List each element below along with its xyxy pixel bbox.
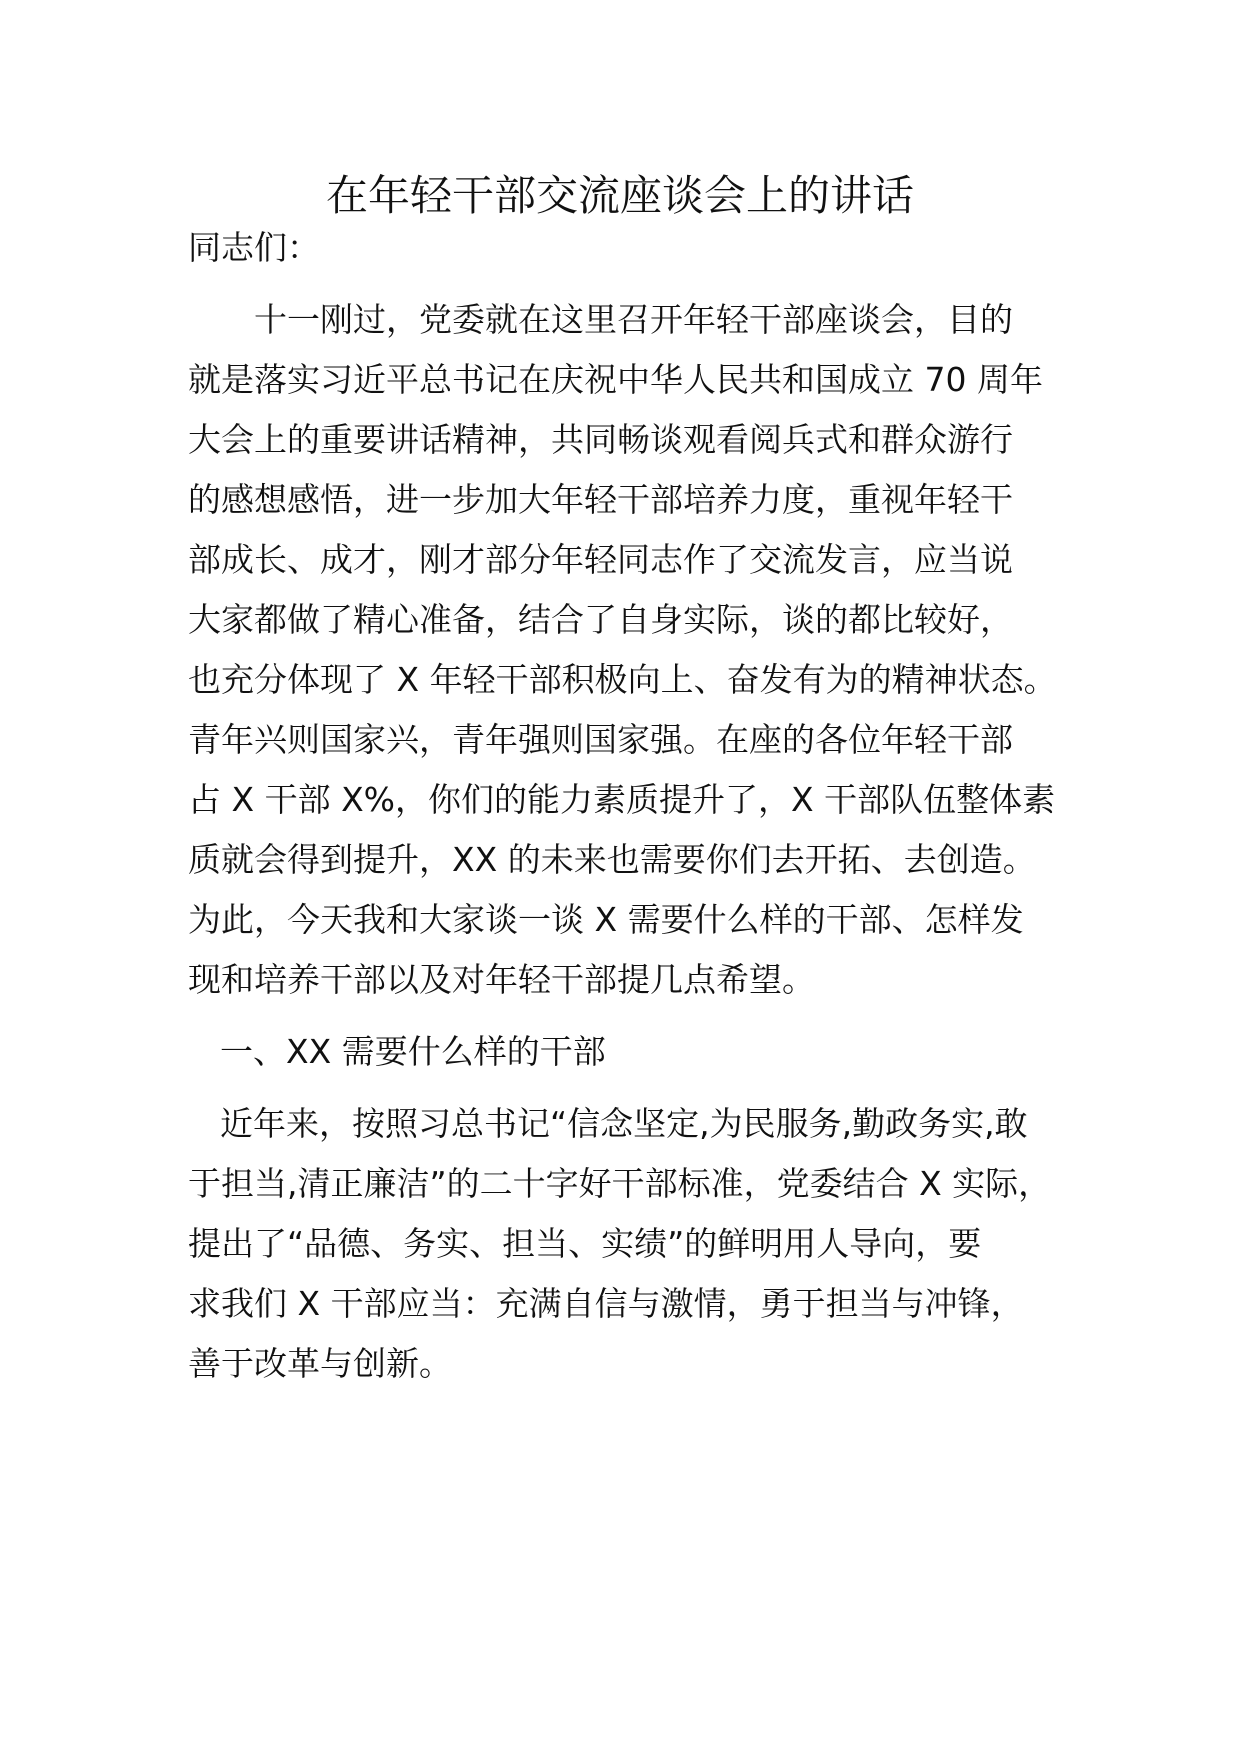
- document-title: 在年轻干部交流座谈会上的讲话: [325, 171, 914, 220]
- paragraph-line: 部成长、成才，刚才部分年轻同志作了交流发言，应当说: [188, 540, 1013, 579]
- paragraph-line: 大会上的重要讲话精神，共同畅谈观看阅兵式和群众游行: [188, 420, 1013, 459]
- paragraph-line: 十一刚过，党委就在这里召开年轻干部座谈会，目的: [254, 300, 1013, 339]
- paragraph-line: 青年兴则国家兴，青年强则国家强。在座的各位年轻干部: [188, 720, 1013, 759]
- paragraph-line: 占 X 干部 X%，你们的能力素质提升了，X 干部队伍整体素: [188, 780, 1056, 819]
- paragraph-line: 也充分体现了 X 年轻干部积极向上、奋发有为的精神状态。: [188, 660, 1057, 699]
- paragraph-line: 求我们 X 干部应当：充满自信与激情，勇于担当与冲锋，: [188, 1284, 1024, 1323]
- paragraph-line: 为此，今天我和大家谈一谈 X 需要什么样的干部、怎样发: [188, 900, 1024, 939]
- salutation: 同志们：: [188, 228, 320, 267]
- section-heading: 一、XX 需要什么样的干部: [220, 1032, 606, 1071]
- paragraph-line: 近年来，按照习总书记“信念坚定,为民服务,勤政务实,敢: [220, 1104, 1028, 1143]
- paragraph-line: 提出了“品德、务实、担当、实绩”的鲜明用人导向，要: [188, 1224, 982, 1263]
- paragraph-line: 现和培养干部以及对年轻干部提几点希望。: [188, 960, 815, 999]
- paragraph-line: 就是落实习近平总书记在庆祝中华人民共和国成立 70 周年: [188, 360, 1043, 399]
- paragraph-line: 大家都做了精心准备，结合了自身实际，谈的都比较好，: [188, 600, 1013, 639]
- paragraph-line: 善于改革与创新。: [188, 1344, 452, 1383]
- paragraph-line: 的感想感悟，进一步加大年轻干部培养力度，重视年轻干: [188, 480, 1013, 519]
- paragraph-line: 质就会得到提升，XX 的未来也需要你们去开拓、去创造。: [188, 840, 1036, 879]
- paragraph-line: 于担当,清正廉洁”的二十字好干部标准，党委结合 X 实际，: [188, 1164, 1052, 1203]
